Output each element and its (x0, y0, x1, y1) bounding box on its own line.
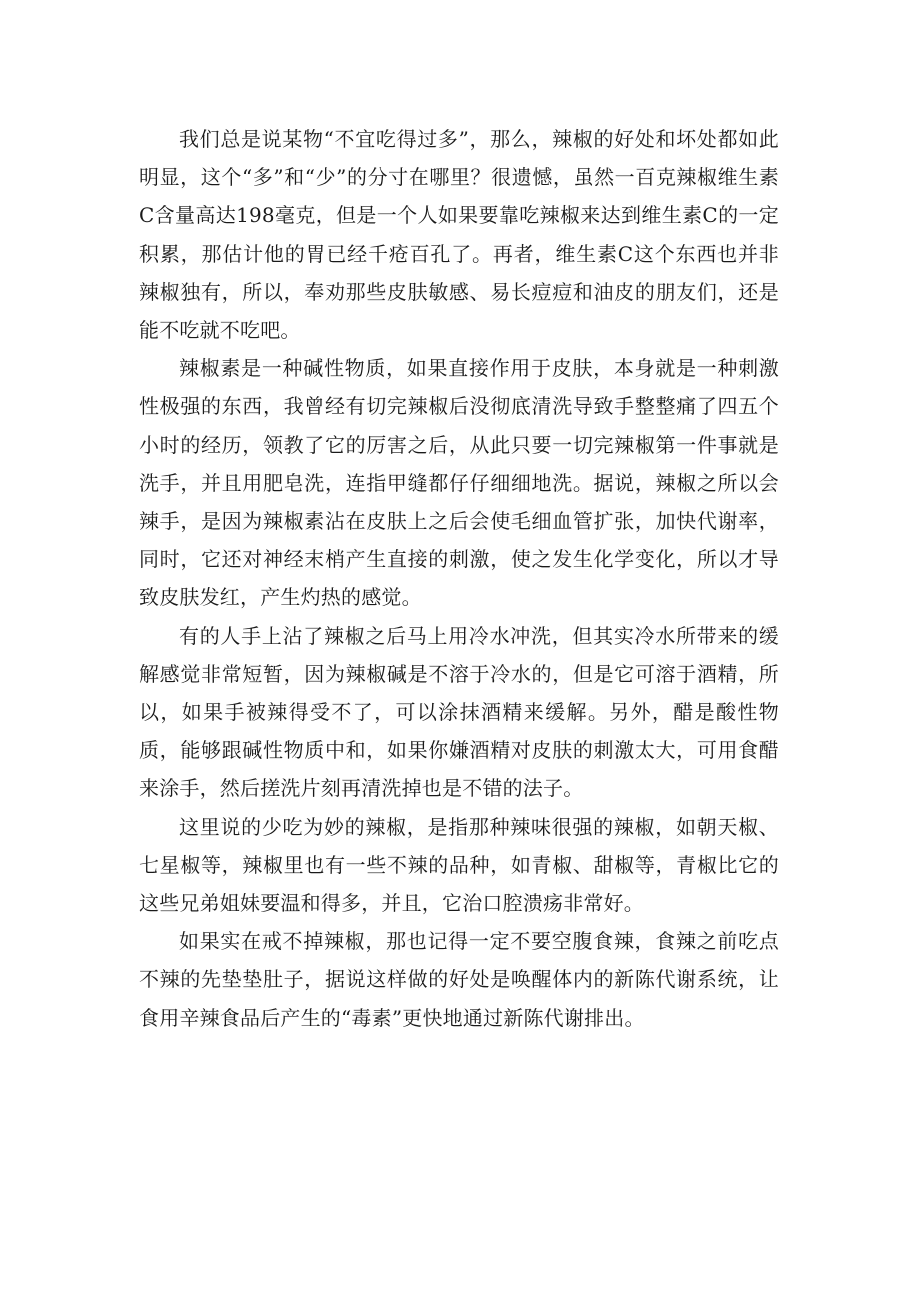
paragraph-3: 有的人手上沾了辣椒之后马上用冷水冲洗，但其实冷水所带来的缓解感觉非常短暂，因为辣椒碱是不溶于冷水的，但是它可溶于酒精，所以，如果手被辣得受不了，可以涂抹酒精来缓解。另外，醋是酸性物质，能够跟碱性物质中和，如果你嫌酒精对皮肤的刺激太大，可用食醋来涂手，然后搓洗片刻再清洗掉也是不错的法子。 (139, 623, 779, 801)
paragraph-1: 我们总是说某物“不宜吃得过多”，那么，辣椒的好处和坏处都如此明显，这个“多”和“少”的分寸在哪里？很遗憾，虽然一百克辣椒维生素C含量高达198毫克，但是一个人如果要靠吃辣椒来达到维生素C的一定积累，那估计他的胃已经千疮百孔了。再者，维生素C这个东西也并非辣椒独有，所以，奉劝那些皮肤敏感、易长痘痘和油皮的朋友们，还是能不吃就不吃吧。 (139, 127, 779, 343)
paragraph-5: 如果实在戒不掉辣椒，那也记得一定不要空腹食辣，食辣之前吃点不辣的先垫垫肚子，据说这样做的好处是唤醒体内的新陈代谢系统，让食用辛辣食品后产生的“毒素”更快地通过新陈代谢排出。 (139, 929, 779, 1030)
paragraph-4: 这里说的少吃为妙的辣椒，是指那种辣味很强的辣椒，如朝天椒、七星椒等，辣椒里也有一些不辣的品种，如青椒、甜椒等，青椒比它的这些兄弟姐妹要温和得多，并且，它治口腔溃疡非常好。 (139, 814, 779, 916)
document-body (139, 120, 779, 1037)
paragraph-2: 辣椒素是一种碱性物质，如果直接作用于皮肤，本身就是一种刺激性极强的东西，我曾经有切完辣椒后没彻底清洗导致手整整痛了四五个小时的经历，领教了它的厉害之后，从此只要一切完辣椒第一件事就是洗手，并且用肥皂洗，连指甲缝都仔仔细细地洗。据说，辣椒之所以会辣手，是因为辣椒素沾在皮肤上之后会使毛细血管扩张，加快代谢率，同时，它还对神经末梢产生直接的刺激，使之发生化学变化，所以才导致皮肤发红，产生灼热的感觉。 (139, 356, 779, 610)
